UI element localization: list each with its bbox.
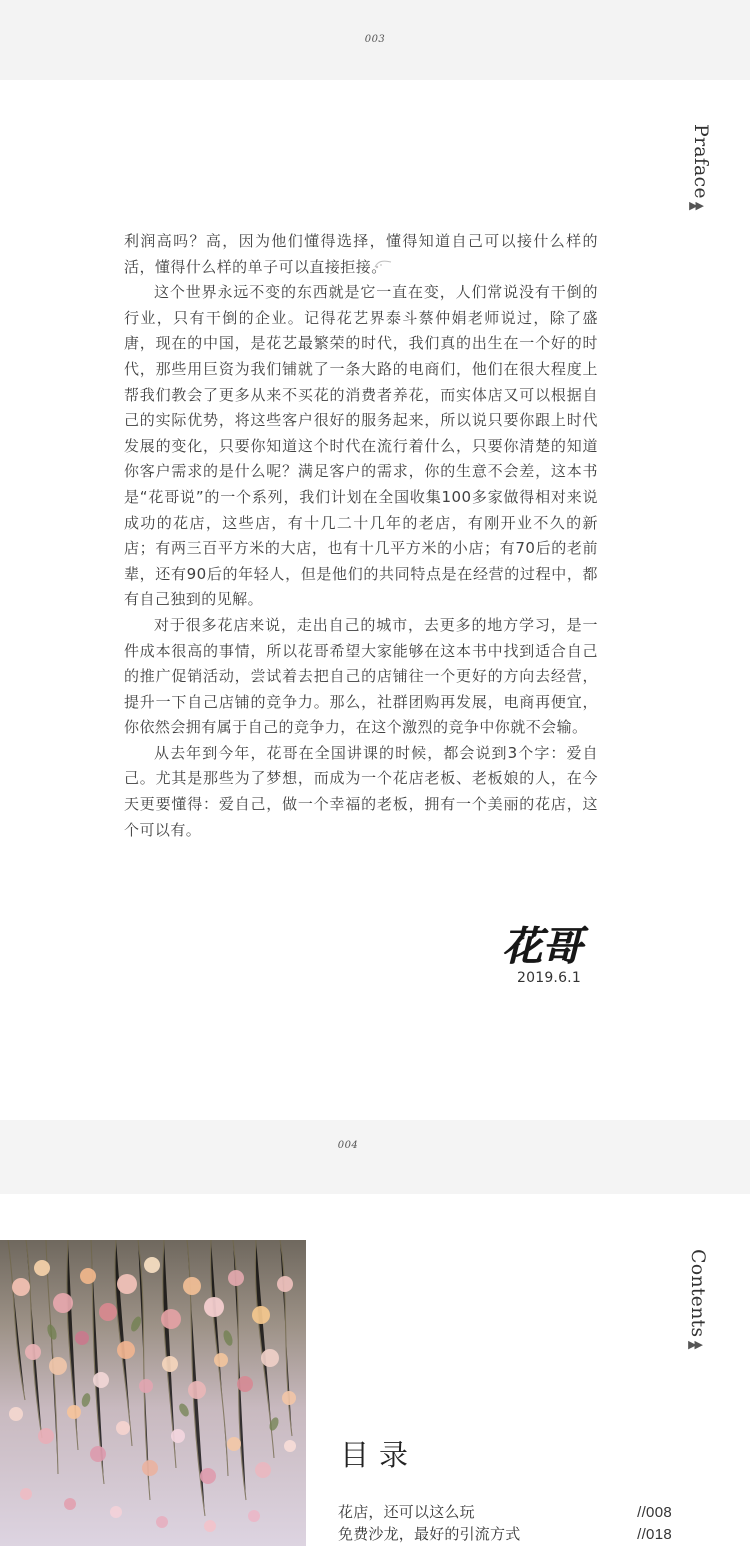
contents-side-label: Contents (687, 1249, 709, 1338)
page-number-004: 004 (337, 1140, 359, 1151)
toc-entry-page: //018 (637, 1526, 672, 1543)
preface-paragraph-4: 从去年到今年，花哥在全国讲课的时候，都会说到3个字：爱自己。尤其是那些为了梦想，而成为一个花店老板、老板娘的人，在今天更要懂得：爱自己，做一个幸福的老板，拥有一个美丽的花店，这个可以有。 (124, 743, 598, 839)
toc-entry-1 (338, 1501, 672, 1523)
preface-body (124, 229, 598, 843)
contents-page (0, 1120, 750, 1546)
preface-paragraph-2: 这个世界永远不变的东西就是它一直在变，人们常说没有干倒的行业，只有干倒的企业。记得花艺界泰斗蔡仲娟老师说过，除了盛唐，现在的中国，是花艺最繁荣的时代，我们真的出生在一个好的时代，那些用巨资为我们铺就了一条大路的电商们，他们在很大程度上帮我们教会了更多从来不买花的消费者养花，而实体店又可以根据自己的实际优势，将这些客户很好的服务起来，所以说只要你跟上时代发展的变化，只要你知道这个时代在流行着什么，只要你清楚的知道你客户需求的是什么呢？满足客户的需求，你的生意不会差，这本书是“花哥说”的一个系列，我们计划在全国收集100多家做得相对来说成功的花店，这些店，有十几二十几年的老店，有刚开业不久的新店；有两三百平方米的大店，也有十几平方米的小店；有70后的老前辈，还有90后的年轻人，但是他们的共同特点是在经营的过程中，都有自己独到的见解。 (124, 283, 598, 609)
double-chevron-down-icon: ▶▶ (689, 199, 702, 212)
preface-side-label: Praface (690, 124, 712, 199)
toc-entry-page: //008 (637, 1504, 672, 1521)
author-signature: 花哥 (499, 923, 592, 970)
toc-entry-title: 免费沙龙，最好的引流方式 (338, 1525, 521, 1543)
toc-entry-2 (338, 1523, 672, 1545)
hanging-flowers-photo (0, 1240, 306, 1546)
preface-paragraph-1: 利润高吗？高，因为他们懂得选择，懂得知道自己可以接什么样的活，懂得什么样的单子可以直接拒接。 (124, 232, 598, 276)
table-of-contents (338, 1501, 672, 1545)
page-number-003: 003 (364, 34, 386, 45)
preface-date: 2019.6.1 (517, 970, 581, 986)
preface-paragraph-3: 对于很多花店来说，走出自己的城市，去更多的地方学习，是一件成本很高的事情，所以花哥希望大家能够在这本书中找到适合自己的推广促销活动，尝试着去把自己的店铺往一个更好的方向去经营，提升一下自己店铺的竞争力。那么，社群团购再发展，电商再便宜，你依然会拥有属于自己的竞争力，在这个激烈的竞争中你就不会输。 (124, 615, 598, 737)
double-chevron-down-icon: ▶▶ (688, 1338, 701, 1351)
contents-title: 目录 (340, 1438, 419, 1472)
toc-entry-title: 花店，还可以这么玩 (338, 1503, 475, 1521)
